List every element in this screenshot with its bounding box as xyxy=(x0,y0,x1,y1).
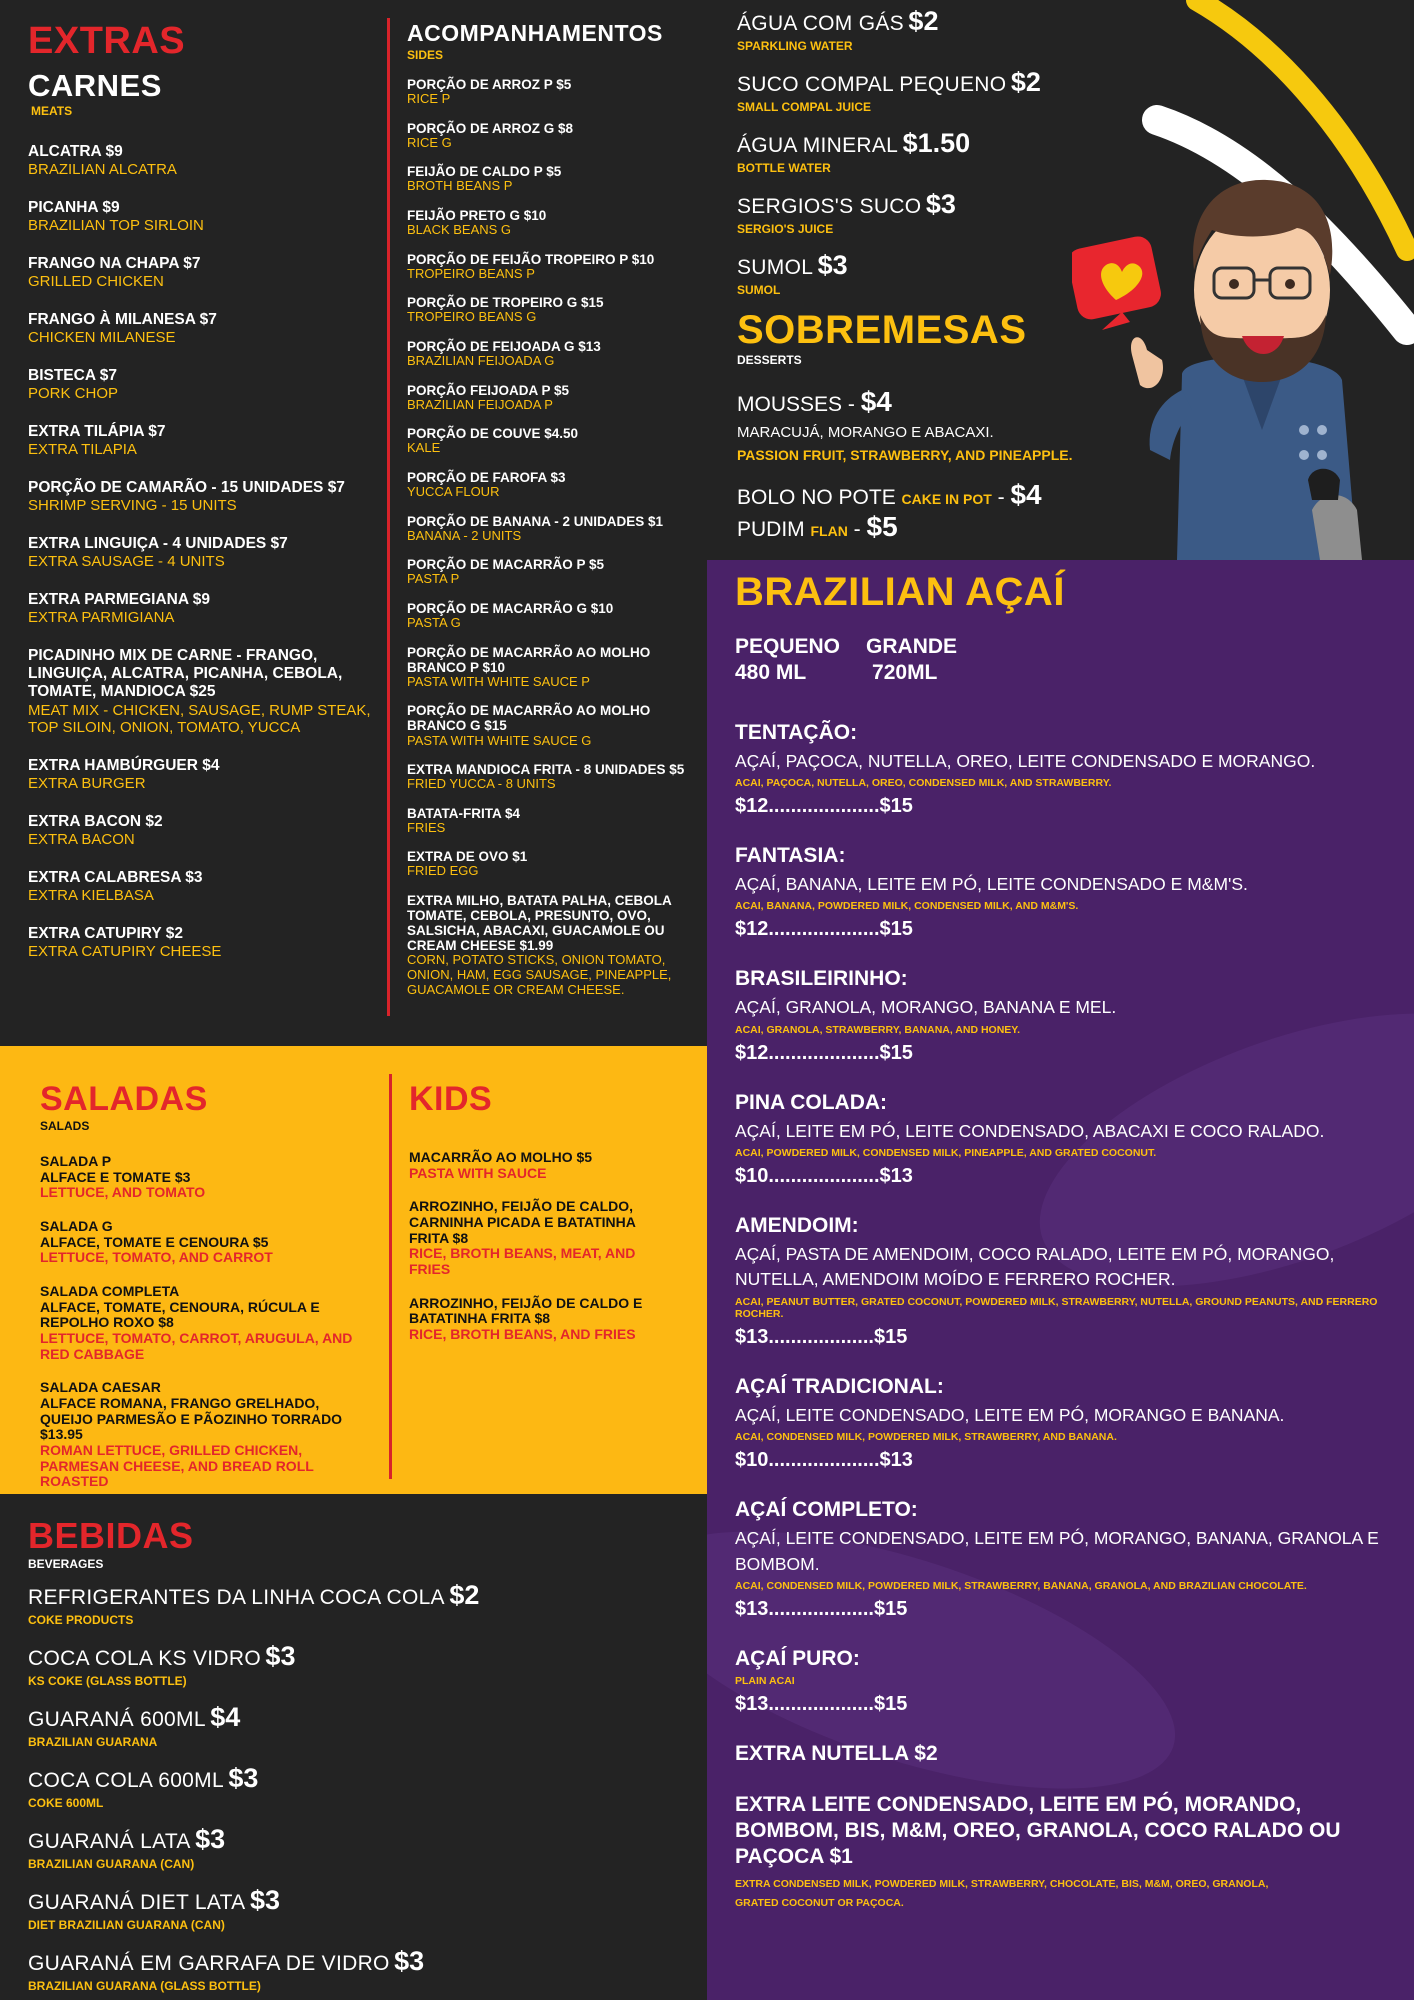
drink-price: $3 xyxy=(195,1824,226,1854)
drink-name: GUARANÁ DIET LATA xyxy=(28,1891,246,1914)
drink-item xyxy=(28,1763,688,1810)
drink-item xyxy=(737,6,1137,53)
acai-item-en: ACAI, CONDENSED MILK, POWDERED MILK, STRAWBERRY, AND BANANA. xyxy=(735,1431,1117,1444)
salad-list xyxy=(40,1154,375,1490)
salads-subtitle: SALADS xyxy=(40,1119,90,1133)
menu-item-name: FRANGO NA CHAPA $7 xyxy=(28,254,201,272)
drink-name: SERGIOS'S SUCO xyxy=(737,195,922,218)
drink-price: $4 xyxy=(210,1702,241,1732)
menu-item-translation: GRILLED CHICKEN xyxy=(28,273,164,291)
menu-item-translation: EXTRA KIELBASA xyxy=(28,887,154,905)
acai-item xyxy=(735,844,1405,941)
drink-name: COCA COLA 600ML xyxy=(28,1769,224,1792)
salads-title: SALADAS xyxy=(40,1080,208,1118)
drink-item xyxy=(28,1824,688,1871)
drink-item xyxy=(737,67,1137,114)
menu-item-name: PORÇÃO DE MACARRÃO AO MOLHO BRANCO P $10 xyxy=(407,644,651,675)
desserts-title: SOBREMESAS xyxy=(737,308,1027,352)
menu-item-translation: CHICKEN MILANESE xyxy=(28,329,176,347)
menu-item-name: PORÇÃO DE COUVE $4.50 xyxy=(407,426,579,442)
menu-item xyxy=(40,1154,375,1201)
menu-item xyxy=(409,1296,664,1343)
menu-item xyxy=(28,423,383,459)
drink-translation: COKE PRODUCTS xyxy=(28,1613,134,1627)
menu-item xyxy=(28,311,383,347)
menu-item-translation: PASTA WITH SAUCE xyxy=(409,1164,547,1181)
menu-item xyxy=(407,77,697,107)
menu-item-translation: FRIED YUCCA - 8 UNITS xyxy=(407,776,556,792)
drink-price: $2 xyxy=(1010,67,1041,97)
drink-name: COCA COLA KS VIDRO xyxy=(28,1647,261,1670)
side-list xyxy=(407,77,697,997)
menu-item xyxy=(407,762,697,792)
menu-item xyxy=(28,255,383,291)
drink-price: $3 xyxy=(817,250,848,280)
menu-item-name: ALCATRA $9 xyxy=(28,143,123,160)
menu-item xyxy=(407,806,697,836)
menu-item-name: PORÇÃO DE MACARRÃO AO MOLHO BRANCO G $15 xyxy=(407,703,651,734)
menu-item-name: PORÇÃO DE BANANA - 2 UNIDADES $1 xyxy=(407,513,664,529)
menu-item xyxy=(407,849,697,879)
menu-item-name: FRANGO À MILANESA $7 xyxy=(28,310,217,328)
menu-item xyxy=(28,143,383,179)
beverages-title: BEBIDAS xyxy=(28,1515,194,1556)
heart-bubble-icon xyxy=(1072,234,1164,330)
drink-translation: SUMOL xyxy=(737,283,781,297)
acai-item-price: $10....................$13 xyxy=(735,1165,913,1187)
bolo-item: BOLO NO POTE CAKE IN POT - $4 xyxy=(737,479,1042,510)
menu-item-name: PORÇÃO DE ARROZ P $5 xyxy=(407,77,572,92)
acai-item-name: TENTAÇÃO: xyxy=(735,720,858,744)
pudim-name: PUDIM xyxy=(737,518,811,541)
pudim-name-en: FLAN xyxy=(810,523,848,539)
menu-item-name: EXTRA HAMBÚRGUER $4 xyxy=(28,756,220,774)
drink-price: $3 xyxy=(249,1885,280,1915)
mousse-price: $4 xyxy=(860,386,892,417)
menu-item-name: SALADA COMPLETA ALFACE, TOMATE, CENOURA, RÚCULA E REPOLHO ROXO $8 xyxy=(40,1283,320,1331)
drink-translation: BRAZILIAN GUARANA xyxy=(28,1735,158,1749)
beverages-column xyxy=(28,1515,688,2000)
drink-price: $3 xyxy=(265,1641,296,1671)
drink-price: $3 xyxy=(394,1946,425,1976)
acai-item-desc: AÇAÍ, PAÇOCA, NUTELLA, OREO, LEITE CONDENSADO E MORANGO. xyxy=(735,750,1316,771)
beverages-panel xyxy=(0,1494,707,2000)
menu-item-name: EXTRA BACON $2 xyxy=(28,812,163,830)
menu-item xyxy=(28,367,383,403)
menu-item-translation: PASTA P xyxy=(407,571,460,587)
extra-nutella: EXTRA NUTELLA $2 xyxy=(735,1741,938,1765)
acai-item-en: ACAI, CONDENSED MILK, POWDERED MILK, STRAWBERRY, BANANA, GRANOLA, AND BRAZILIAN CHOCOLATE. xyxy=(735,1579,1307,1592)
extras-title: EXTRAS xyxy=(28,20,186,62)
drink-price: $3 xyxy=(228,1763,259,1793)
beverage-list xyxy=(28,1580,688,1993)
menu-item-name: SALADA P ALFACE E TOMATE $3 xyxy=(40,1153,191,1185)
menu-item xyxy=(407,470,697,500)
menu-item xyxy=(409,1199,664,1277)
drink-price: $1.50 xyxy=(902,128,971,158)
menu-item-name: PORÇÃO DE MACARRÃO G $10 xyxy=(407,600,614,616)
acai-item-price: $12....................$15 xyxy=(735,1041,913,1064)
bolo-price: $4 xyxy=(1010,479,1042,510)
menu-item-translation: BLACK BEANS G xyxy=(407,222,512,238)
menu-item-translation: ROMAN LETTUCE, GRILLED CHICKEN, PARMESAN CHEESE, AND BREAD ROLL ROASTED xyxy=(40,1442,314,1490)
drink-name: SUCO COMPAL PEQUENO xyxy=(737,73,1007,96)
drink-item xyxy=(28,1702,688,1749)
menu-item-name: BATATA-FRITA $4 xyxy=(407,805,520,821)
menu-item-translation: LETTUCE, TOMATO, AND CARROT xyxy=(40,1249,273,1266)
sides-title: ACOMPANHAMENTOS xyxy=(407,20,663,46)
drink-translation: SPARKLING WATER xyxy=(737,39,853,53)
menu-item xyxy=(28,757,383,793)
menu-item xyxy=(28,813,383,849)
acai-item-price: $13...................$15 xyxy=(735,1692,908,1715)
menu-item-translation: EXTRA BURGER xyxy=(28,775,146,793)
menu-item-translation: TROPEIRO BEANS P xyxy=(407,265,535,281)
meats-subtitle: MEATS xyxy=(31,104,73,118)
salads-kids-panel xyxy=(0,1046,707,1494)
menu-item-name: PORÇÃO DE MACARRÃO P $5 xyxy=(407,557,605,573)
menu-item-name: PORÇÃO DE FAROFA $3 xyxy=(407,469,566,485)
menu-item-translation: LETTUCE, AND TOMATO xyxy=(40,1184,206,1201)
acai-panel xyxy=(707,560,1414,2000)
drink-name: GUARANÁ 600ML xyxy=(28,1708,206,1731)
acai-item-en: ACAI, PAÇOCA, NUTELLA, OREO, CONDENSED MILK, AND STRAWBERRY. xyxy=(735,776,1112,789)
kids-title: KIDS xyxy=(409,1080,493,1118)
acai-sizes xyxy=(735,634,1405,687)
acai-item-name: AÇAÍ PURO: xyxy=(735,1646,860,1670)
drink-translation: COKE 600ML xyxy=(28,1796,104,1810)
acai-item xyxy=(735,1498,1405,1621)
acai-item-price: $13...................$15 xyxy=(735,1597,908,1620)
bolo-name: BOLO NO POTE xyxy=(737,486,902,509)
menu-item-translation: EXTRA PARMIGIANA xyxy=(28,609,175,627)
menu-item xyxy=(407,703,697,748)
menu-item-translation: SHRIMP SERVING - 15 UNITS xyxy=(28,497,237,515)
acai-item-en: ACAI, GRANOLA, STRAWBERRY, BANANA, AND HONEY. xyxy=(735,1023,1021,1036)
menu-item-translation: MEAT MIX - CHICKEN, SAUSAGE, RUMP STEAK, TOP SILOIN, ONION, TOMATO, YUCCA xyxy=(28,701,371,737)
extra-toppings-en: EXTRA CONDENSED MILK, POWDERED MILK, STRAWBERRY, CHOCOLATE, BIS, M&M, OREO, GRANOLA, GRATED COCONUT OR PAÇOCA. xyxy=(735,1877,1269,1909)
acai-item-price: $12....................$15 xyxy=(735,918,913,941)
menu-item-translation: BANANA - 2 UNITS xyxy=(407,527,522,543)
menu-item-name: BISTECA $7 xyxy=(28,366,118,384)
menu-item-name: PICADINHO MIX DE CARNE - FRANGO, LINGUIÇA, ALCATRA, PICANHA, CEBOLA, TOMATE, MANDIOCA $25 xyxy=(28,646,343,701)
acai-item-name: AÇAÍ COMPLETO: xyxy=(735,1498,918,1522)
mousse-name: MOUSSES - xyxy=(737,393,861,416)
menu-item xyxy=(28,591,383,627)
menu-item-translation: CORN, POTATO STICKS, ONION TOMATO, ONION, HAM, EGG SAUSAGE, PINEAPPLE, GUACAMOLE OR CREAM CHEESE. xyxy=(407,952,672,997)
menu-item-translation: YUCCA FLOUR xyxy=(407,484,500,500)
drink-item xyxy=(28,1885,688,1932)
beverages-subtitle: BEVERAGES xyxy=(28,1557,104,1571)
menu-item xyxy=(28,479,383,515)
menu-item-name: ARROZINHO, FEIJÃO DE CALDO, CARNINHA PICADA E BATATINHA FRITA $8 xyxy=(409,1198,636,1246)
size-large xyxy=(866,634,957,687)
menu-item-translation: EXTRA CATUPIRY CHEESE xyxy=(28,943,222,961)
menu-item-translation: BRAZILIAN ALCATRA xyxy=(28,161,177,179)
kids-column xyxy=(409,1082,664,1361)
menu-item-name: EXTRA CATUPIRY $2 xyxy=(28,924,184,942)
menu-item-translation: EXTRA SAUSAGE - 4 UNITS xyxy=(28,553,225,571)
drink-item xyxy=(28,1946,688,1993)
meats-column xyxy=(28,22,383,981)
acai-item-desc: AÇAÍ, BANANA, LEITE EM PÓ, LEITE CONDENSADO E M&M'S. xyxy=(735,873,1248,894)
menu-item-translation: BROTH BEANS P xyxy=(407,178,513,194)
acai-item xyxy=(735,967,1405,1064)
menu-item xyxy=(407,893,697,997)
menu-item-name: EXTRA DE OVO $1 xyxy=(407,849,528,865)
column-divider xyxy=(387,18,390,1016)
size-small-volume: 480 ML xyxy=(735,661,807,685)
chef-mascot-icon xyxy=(1072,150,1402,560)
acai-item xyxy=(735,1091,1405,1188)
drink-item xyxy=(28,1580,688,1627)
menu-item-name: PORÇÃO DE FEIJOADA G $13 xyxy=(407,338,601,354)
acai-item xyxy=(735,1647,1405,1716)
menu-item xyxy=(407,514,697,544)
meats-title: CARNES xyxy=(28,68,162,103)
size-large-label: GRANDE xyxy=(866,635,958,658)
acai-item xyxy=(735,1214,1405,1349)
menu-item-translation: FRIED EGG xyxy=(407,863,479,879)
bolo-name-en: CAKE IN POT xyxy=(901,491,992,507)
drink-price: $3 xyxy=(925,189,956,219)
mousse-flavors: MARACUJÁ, MORANGO E ABACAXI. xyxy=(737,424,994,441)
size-small xyxy=(735,634,840,687)
menu-item-name: MACARRÃO AO MOLHO $5 xyxy=(409,1149,593,1165)
menu-item-translation: RICE G xyxy=(407,134,452,150)
mousse-flavors-en: PASSION FRUIT, STRAWBERRY, AND PINEAPPLE. xyxy=(737,447,1073,463)
menu-item-name: PICANHA $9 xyxy=(28,198,120,216)
acai-item-name: BRASILEIRINHO: xyxy=(735,967,908,991)
menu-item-translation: PASTA G xyxy=(407,614,461,630)
drink-name: SUMOL xyxy=(737,256,814,279)
acai-item-price: $12....................$15 xyxy=(735,794,913,817)
drink-name: GUARANÁ LATA xyxy=(28,1830,191,1853)
acai-item-en: PLAIN ACAI xyxy=(735,1674,795,1687)
size-large-volume: 720ML xyxy=(872,661,938,685)
menu-item xyxy=(40,1219,375,1266)
menu-item xyxy=(407,121,697,151)
menu-item-translation: BRAZILIAN FEIJOADA G xyxy=(407,353,555,369)
column-divider xyxy=(389,1074,392,1479)
menu-item xyxy=(409,1150,664,1181)
extras-panel xyxy=(0,0,707,1046)
menu-item-name: EXTRA PARMEGIANA $9 xyxy=(28,590,211,608)
menu-item-translation: BRAZILIAN TOP SIRLOIN xyxy=(28,217,204,235)
menu-item xyxy=(28,869,383,905)
meat-list xyxy=(28,143,383,961)
drink-translation: SMALL COMPAL JUICE xyxy=(737,100,872,114)
acai-title: BRAZILIAN AÇAÍ xyxy=(735,570,1065,614)
extra-toppings: EXTRA LEITE CONDENSADO, LEITE EM PÓ, MORANDO, BOMBOM, BIS, M&M, OREO, GRANOLA, COCO RALADO OU PAÇOCA $1 xyxy=(735,1792,1341,1869)
menu-item-name: FEIJÃO PRETO G $10 xyxy=(407,207,547,223)
drink-name: ÁGUA MINERAL xyxy=(737,134,899,157)
menu-item xyxy=(28,199,383,235)
menu-item xyxy=(407,383,697,413)
menu-item-translation: KALE xyxy=(407,440,441,456)
menu-item xyxy=(407,601,697,631)
size-small-label: PEQUENO xyxy=(735,635,841,658)
menu-item-translation: PASTA WITH WHITE SAUCE G xyxy=(407,732,592,748)
kids-list xyxy=(409,1150,664,1343)
acai-item-desc: AÇAÍ, LEITE EM PÓ, LEITE CONDENSADO, ABACAXI E COCO RALADO. xyxy=(735,1120,1325,1141)
menu-item xyxy=(28,925,383,961)
acai-item-desc: AÇAÍ, GRANOLA, MORANGO, BANANA E MEL. xyxy=(735,997,1117,1018)
menu-item xyxy=(40,1284,375,1362)
menu-item-name: EXTRA MILHO, BATATA PALHA, CEBOLA TOMATE, CEBOLA, PRESUNTO, OVO, SALSICHA, ABACAXI, GUACAMOLE OU CREAM CHEESE $1.99 xyxy=(407,893,672,954)
menu-item-translation: BRAZILIAN FEIJOADA P xyxy=(407,396,553,412)
desserts-subtitle: DESSERTS xyxy=(737,353,802,367)
acai-item-desc: AÇAÍ, LEITE CONDENSADO, LEITE EM PÓ, MORANGO E BANANA. xyxy=(735,1404,1285,1425)
salads-column xyxy=(40,1082,375,1494)
menu-item-translation: PORK CHOP xyxy=(28,385,119,403)
menu-item xyxy=(407,208,697,238)
menu-item-translation: FRIES xyxy=(407,819,446,835)
drinks-desserts-panel xyxy=(707,0,1414,560)
drink-translation: SERGIO'S JUICE xyxy=(737,222,834,236)
sides-column xyxy=(407,22,697,1011)
menu-item-name: PORÇÃO DE TROPEIRO G $15 xyxy=(407,295,604,311)
acai-item-name: AMENDOIM: xyxy=(735,1214,859,1237)
menu-item-name: PORÇÃO DE CAMARÃO - 15 UNIDADES $7 xyxy=(28,478,345,496)
acai-item-en: ACAI, PEANUT BUTTER, GRATED COCONUT, POWDERED MILK, STRAWBERRY, NUTELLA, GROUND PEANUTS, AND FERRERO ROCHER. xyxy=(735,1295,1378,1320)
menu-item-name: PORÇÃO DE FEIJÃO TROPEIRO P $10 xyxy=(407,251,655,267)
menu-item-name: ARROZINHO, FEIJÃO DE CALDO E BATATINHA FRITA $8 xyxy=(409,1294,643,1327)
acai-item-name: PINA COLADA: xyxy=(735,1090,888,1114)
menu-item-name: FEIJÃO DE CALDO P $5 xyxy=(407,164,562,180)
acai-item-price: $10....................$13 xyxy=(735,1449,913,1472)
menu-item-translation: EXTRA BACON xyxy=(28,831,135,849)
drink-translation: BRAZILIAN GUARANA (CAN) xyxy=(28,1857,195,1871)
acai-item-price: $13...................$15 xyxy=(735,1325,908,1348)
menu-item xyxy=(28,535,383,571)
menu-item-translation: TROPEIRO BEANS G xyxy=(407,309,537,325)
drink-translation: BRAZILIAN GUARANA (GLASS BOTTLE) xyxy=(28,1979,261,1993)
acai-item-en: ACAI, BANANA, POWDERED MILK, CONDENSED MILK, AND M&M'S. xyxy=(735,900,1079,913)
pudim-item: PUDIM FLAN - $5 xyxy=(737,511,898,542)
menu-item xyxy=(28,647,383,737)
menu-item xyxy=(407,252,697,282)
menu-item-translation: RICE, BROTH BEANS, MEAT, AND FRIES xyxy=(409,1245,636,1278)
acai-item xyxy=(735,1375,1405,1472)
menu-item-name: EXTRA TILÁPIA $7 xyxy=(28,422,166,440)
drink-name: GUARANÁ EM GARRAFA DE VIDRO xyxy=(28,1952,390,1975)
menu-item xyxy=(407,557,697,587)
sides-subtitle: SIDES xyxy=(407,48,444,62)
menu-item-translation: LETTUCE, TOMATO, CARROT, ARUGULA, AND RED CABBAGE xyxy=(40,1330,353,1362)
menu-item-translation: RICE, BROTH BEANS, AND FRIES xyxy=(409,1326,636,1343)
menu-item-translation: RICE P xyxy=(407,91,451,107)
acai-item xyxy=(735,721,1405,818)
drink-translation: BOTTLE WATER xyxy=(737,161,831,175)
acai-item-desc: AÇAÍ, PASTA DE AMENDOIM, COCO RALADO, LEITE EM PÓ, MORANGO, NUTELLA, AMENDOIM MOÍDO E FERRERO ROCHER. xyxy=(735,1244,1335,1290)
menu-item xyxy=(407,426,697,456)
menu-item-translation: EXTRA TILAPIA xyxy=(28,441,137,459)
menu-item xyxy=(407,645,697,690)
menu-item xyxy=(40,1380,375,1490)
drink-translation: DIET BRAZILIAN GUARANA (CAN) xyxy=(28,1918,225,1932)
pudim-price: $5 xyxy=(866,511,898,542)
acai-content xyxy=(735,572,1405,1912)
acai-item-name: FANTASIA: xyxy=(735,843,846,867)
menu-item-name: PORÇÃO DE ARROZ G $8 xyxy=(407,120,574,136)
drink-price: $2 xyxy=(908,6,939,36)
menu-item-name: PORÇÃO FEIJOADA P $5 xyxy=(407,382,570,398)
menu-item xyxy=(407,295,697,325)
menu-item xyxy=(407,164,697,194)
acai-item-en: ACAI, POWDERED MILK, CONDENSED MILK, PINEAPPLE, AND GRATED COCONUT. xyxy=(735,1147,1157,1159)
menu-item-name: SALADA G ALFACE, TOMATE E CENOURA $5 xyxy=(40,1218,269,1250)
menu-item-name: EXTRA CALABRESA $3 xyxy=(28,868,203,886)
menu-item-name: EXTRA LINGUIÇA - 4 UNIDADES $7 xyxy=(28,534,288,552)
menu-item-name: EXTRA MANDIOCA FRITA - 8 UNIDADES $5 xyxy=(407,762,685,778)
drink-item xyxy=(28,1641,688,1688)
drink-name: REFRIGERANTES DA LINHA COCA COLA xyxy=(28,1586,445,1609)
drink-name: ÁGUA COM GÁS xyxy=(737,12,904,35)
acai-item-name: AÇAÍ TRADICIONAL: xyxy=(735,1374,944,1398)
acai-item-desc: AÇAÍ, LEITE CONDENSADO, LEITE EM PÓ, MORANGO, BANANA, GRANOLA E BOMBOM. xyxy=(735,1528,1379,1574)
menu-item-name: SALADA CAESAR ALFACE ROMANA, FRANGO GRELHADO, QUEIJO PARMESÃO E PÃOZINHO TORRADO $13.95 xyxy=(40,1379,343,1443)
drink-translation: KS COKE (GLASS BOTTLE) xyxy=(28,1674,187,1688)
menu-item-translation: PASTA WITH WHITE SAUCE P xyxy=(407,673,590,689)
drink-price: $2 xyxy=(449,1580,480,1610)
acai-list xyxy=(735,721,1405,1716)
menu-item xyxy=(407,339,697,369)
